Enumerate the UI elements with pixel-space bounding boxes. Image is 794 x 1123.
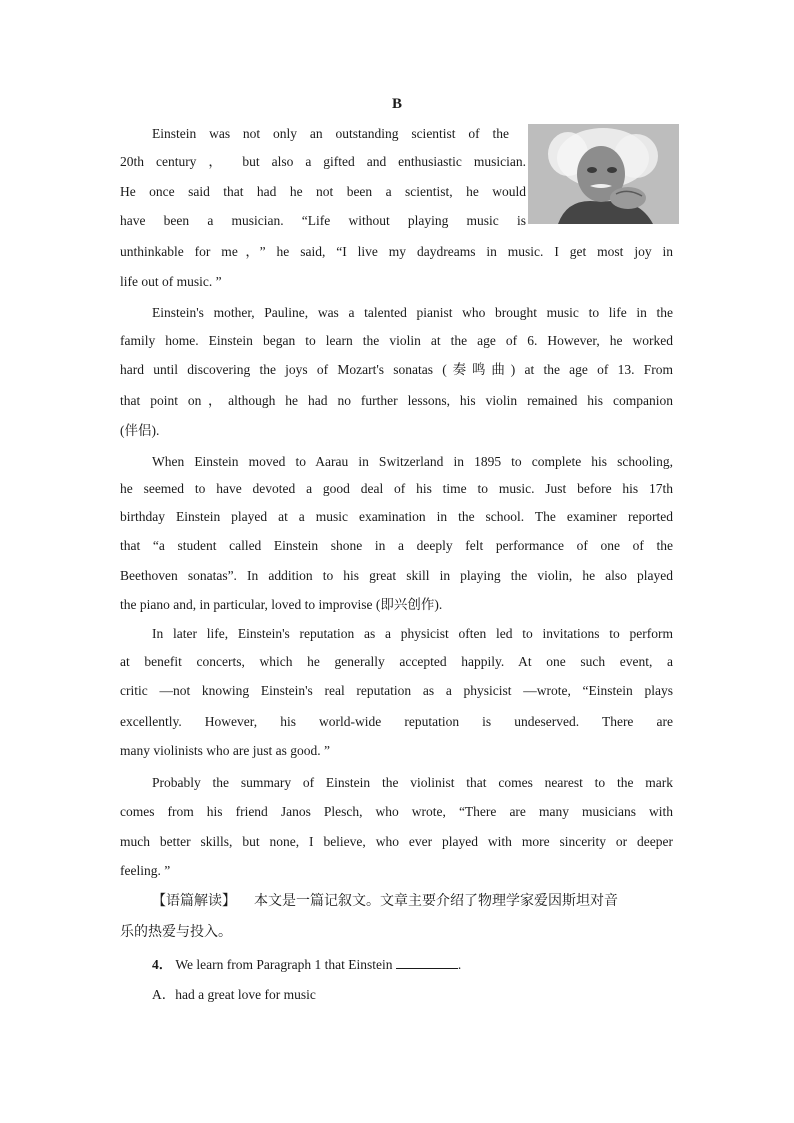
analysis-text-1: 本文是一篇记叙文。文章主要介绍了物理学家爱因斯坦对音 [254,893,618,909]
passage-line: feeling. ” [120,863,171,878]
passage-line: at benefit concerts, which he generally accepted happily. At one such event, a [120,654,673,669]
passage-line: (伴侣). [120,423,160,438]
question-number: 4． [152,957,173,972]
passage-line: Einstein's mother, Pauline, was a talented pianist who brought music to life in the [152,305,673,320]
option-a[interactable]: A．had a great love for music [152,987,316,1002]
question-end: . [457,957,462,972]
analysis-line-1 [152,891,673,911]
passage-line: Probably the summary of Einstein the violinist that comes nearest to the mark [152,775,673,790]
portrait-illustration [528,124,679,224]
passage-line: life out of music. ” [120,274,222,289]
passage-line: the piano and, in particular, loved to improvise (即兴创作). [120,597,443,612]
passage-line: family home. Einstein began to learn the violin at the age of 6. However, he worked [120,333,673,348]
passage-line: much better skills, but none, I believe, who ever played with more sincerity or deeper [120,834,673,849]
passage-line: hard until discovering the joys of Mozart's sonatas (奏鸣曲) at the age of 13. From [120,362,673,377]
passage-line: that point on，although he had no further lessons, his violin remained his companion [120,393,673,408]
passage-line: birthday Einstein played at a music examination in the school. The examiner reported [120,509,673,524]
passage-line: unthinkable for me，” he said, “I live my daydreams in music. I get most joy in [120,244,673,259]
passage-line: He once said that had he not been a scientist, he would [120,184,526,199]
passage-line: Einstein was not only an outstanding scientist of the [152,126,509,141]
passage-line: critic —not knowing Einstein's real reputation as a physicist —wrote, “Einstein plays [120,683,673,698]
passage-line: In later life, Einstein's reputation as a physicist often led to invitations to perform [152,626,673,641]
answer-blank[interactable] [396,954,458,969]
passage-line: many violinists who are just as good. ” [120,743,330,758]
portrait-photo [528,124,679,224]
question-stem: We learn from Paragraph 1 that Einstein [175,957,393,972]
passage-line: When Einstein moved to Aarau in Switzerland in 1895 to complete his schooling, [152,454,673,469]
passage-line: Beethoven sonatas”. In addition to his great skill in playing the violin, he also played [120,568,673,583]
passage-line: he seemed to have devoted a good deal of his time to music. Just before his 17th [120,481,673,496]
passage-line: have been a musician. “Life without playing music is [120,213,526,228]
analysis-line-2: 乐的热爱与投入。 [120,924,232,940]
passage-line: that “a student called Einstein shone in a deeply felt performance of one of the [120,538,673,553]
passage-line: comes from his friend Janos Plesch, who wrote, “There are many musicians with [120,804,673,819]
passage-line: excellently. However, his world‑wide reputation is undeserved. There are [120,714,673,729]
analysis-label: 【语篇解读】 [152,893,236,909]
section-title: B [391,96,402,112]
question-4 [152,954,461,975]
passage-line: 20th century ， but also a gifted and enthusiastic musician. [120,154,526,169]
